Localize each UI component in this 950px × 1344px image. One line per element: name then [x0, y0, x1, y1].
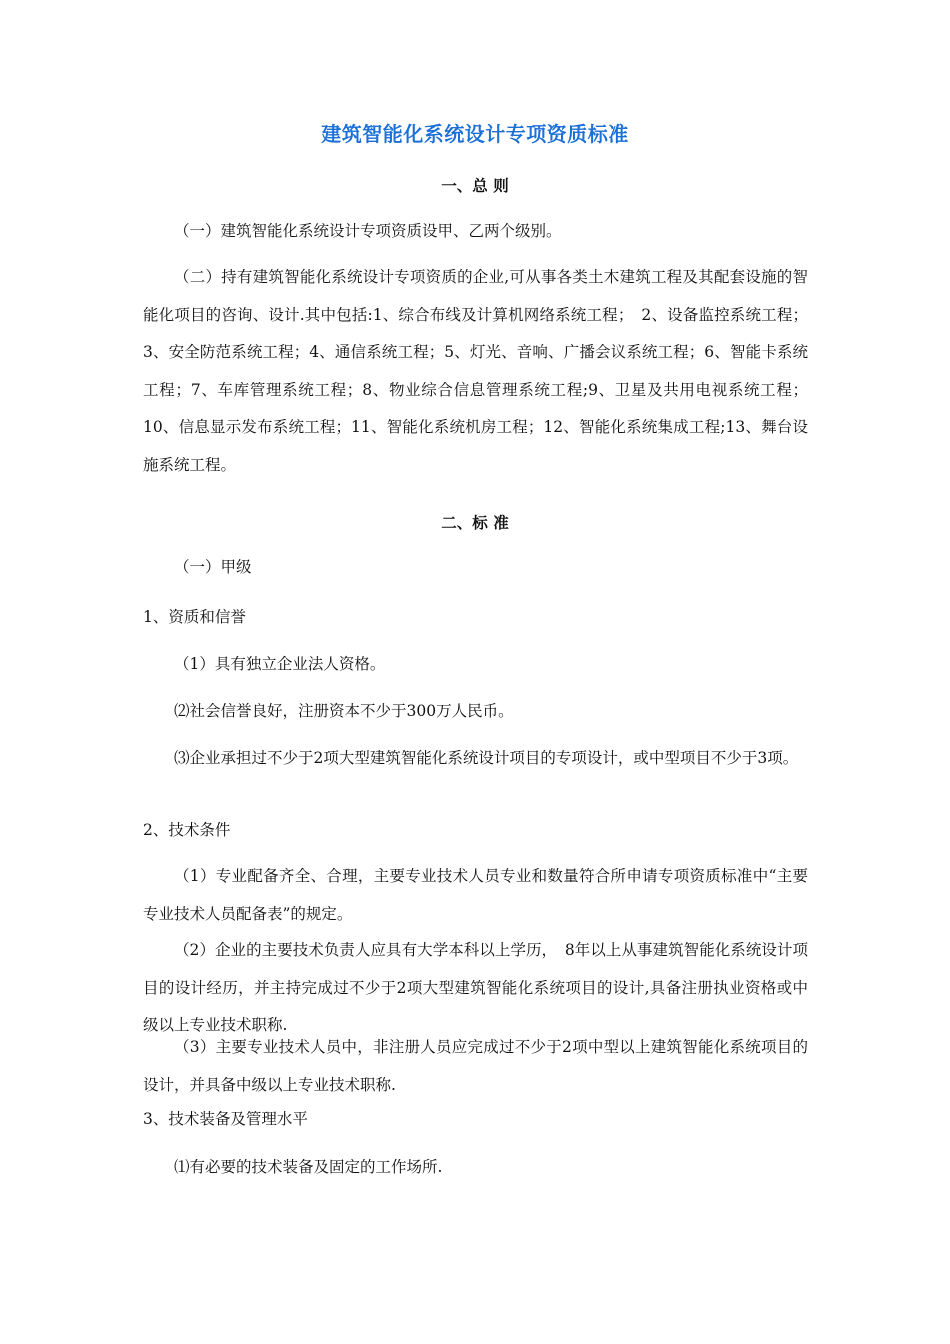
item-1-para-2: ⑵社会信誉良好，注册资本不少于300万人民币。 [174, 702, 514, 720]
section-heading-standards: 二、标 准 [441, 514, 509, 532]
item-1-para-3: ⑶企业承担过不少于2项大型建筑智能化系统设计项目的专项设计，或中型项目不少于3项。 [174, 749, 799, 767]
paragraph-general-2: （二）持有建筑智能化系统设计专项资质的企业,可从事各类土木建筑工程及其配套设施的智能化项目的咨询、设计.其中包括:1、综合布线及计算机网络系统工程； 2、设备监控系统工程；3、安全防范系统工程；4、通信系统工程；5、灯光、音响、广播会议系统工程；6、智能卡系统工程；7、车库管理系统工程；8、物业综合信息管理系统工程;9、卫星及共用电视系统工程；10、信息显示发布系统工程；11、智能化系统机房工程；12、智能化系统集成工程;13、舞台设施系统工程。 [143, 268, 808, 474]
item-2-title: 2、技术条件 [143, 821, 231, 839]
paragraph-general-1: （一）建筑智能化系统设计专项资质设甲、乙两个级别。 [174, 222, 562, 240]
item-2-para-2: （2）企业的主要技术负责人应具有大学本科以上学历， 8年以上从事建筑智能化系统设计项目的设计经历，并主持完成过不少于2项大型建筑智能化系统项目的设计,具备注册执业资格或中级以上专业技术职称. [143, 941, 808, 1034]
item-1-para-1: （1）具有独立企业法人资格。 [174, 655, 386, 673]
item-3-title: 3、技术装备及管理水平 [143, 1110, 308, 1128]
page-title: 建筑智能化系统设计专项资质标准 [321, 122, 629, 146]
item-3-para-1: ⑴有必要的技术装备及固定的工作场所. [174, 1158, 443, 1176]
item-2-para-1: （1）专业配备齐全、合理，主要专业技术人员专业和数量符合所申请专项资质标准中“主要专业技术人员配备表”的规定。 [143, 867, 808, 923]
item-2-para-3: （3）主要专业技术人员中，非注册人员应完成过不少于2项中型以上建筑智能化系统项目的设计，并具备中级以上专业技术职称. [143, 1038, 808, 1094]
item-1-title: 1、资质和信誉 [143, 608, 246, 626]
subheading-grade-a: （一）甲级 [174, 558, 252, 576]
section-heading-general: 一、总 则 [441, 177, 509, 195]
